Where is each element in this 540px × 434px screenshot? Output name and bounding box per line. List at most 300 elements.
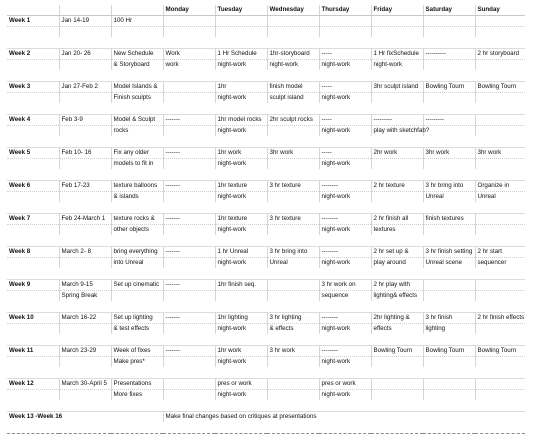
day-cell: -----	[319, 148, 371, 159]
week-separator	[7, 334, 525, 346]
day-cell	[423, 390, 475, 401]
table-row	[7, 225, 525, 236]
day-cell	[163, 357, 215, 368]
day-cell	[267, 27, 319, 38]
day-cell: pres or work	[215, 379, 267, 390]
week-task: models to fit in	[111, 159, 163, 170]
day-cell: 2 hr storyboard	[475, 49, 525, 60]
week-label-blank	[7, 159, 59, 170]
day-cell	[475, 126, 525, 137]
day-cell: night-work	[267, 60, 319, 71]
day-cell: -------	[163, 346, 215, 357]
day-cell: --------	[319, 181, 371, 192]
day-cell	[371, 390, 423, 401]
separator-line	[7, 37, 525, 49]
day-cell	[475, 214, 525, 225]
day-header: Wednesday	[267, 5, 319, 16]
day-cell	[475, 324, 525, 335]
week-dates: March 2- 8	[59, 247, 111, 258]
day-cell: night-work	[215, 126, 267, 137]
day-cell: 2 hr play with	[371, 280, 423, 291]
day-cell	[423, 60, 475, 71]
day-cell: finish model	[267, 82, 319, 93]
day-cell	[371, 93, 423, 104]
week-task: Set up cinematic	[111, 280, 163, 291]
separator-line	[7, 103, 525, 115]
table-row	[7, 16, 525, 27]
day-cell: night-work	[371, 60, 423, 71]
day-cell: --------	[319, 247, 371, 258]
day-cell: 1hr model rocks	[215, 115, 267, 126]
day-cell	[475, 390, 525, 401]
day-cell: sculpt island	[267, 93, 319, 104]
table-row	[7, 291, 525, 302]
week-task: More fixes	[111, 390, 163, 401]
week-task	[111, 291, 163, 302]
day-cell: 1hr finish seq.	[215, 280, 267, 291]
day-cell: 3hr work	[423, 148, 475, 159]
day-cell: ---------	[371, 115, 423, 126]
day-cell	[371, 159, 423, 170]
day-cell: 1hr lighting	[215, 313, 267, 324]
week-label-blank	[7, 258, 59, 269]
week-task: Make pres*	[111, 357, 163, 368]
week-dates: Feb 3-9	[59, 115, 111, 126]
day-cell: sequencer	[475, 258, 525, 269]
day-header: Saturday	[423, 5, 475, 16]
table-row	[7, 258, 525, 269]
day-cell: night-work	[215, 60, 267, 71]
day-cell: 3 hr lighting	[267, 313, 319, 324]
week-dates: March 9-15	[59, 280, 111, 291]
day-cell	[423, 379, 475, 390]
day-cell: -------	[163, 181, 215, 192]
day-cell: --------	[319, 313, 371, 324]
week-label-blank	[7, 192, 59, 203]
table-row	[7, 247, 525, 258]
week-label-blank	[7, 60, 59, 71]
day-cell: 2hr sculpt rocks	[267, 115, 319, 126]
week-task: Model Islands &	[111, 82, 163, 93]
week-dates: Jan 14-19	[59, 16, 111, 27]
week-separator	[7, 103, 525, 115]
week-dates: Feb 17-23	[59, 181, 111, 192]
day-cell	[163, 379, 215, 390]
week-separator	[7, 202, 525, 214]
header-week	[7, 5, 59, 16]
week-separator	[7, 367, 525, 379]
table-row	[7, 313, 525, 324]
header-task	[111, 5, 163, 16]
day-cell	[475, 291, 525, 302]
week-task: Model & Sculpt	[111, 115, 163, 126]
week-separator	[7, 400, 525, 412]
day-cell: play with sketchfab?	[371, 126, 423, 137]
week-dates	[59, 159, 111, 170]
day-cell	[267, 379, 319, 390]
day-cell: 1hr-storyboard	[267, 49, 319, 60]
day-cell: play around	[371, 258, 423, 269]
day-cell: 2hr work	[371, 148, 423, 159]
separator-line	[7, 202, 525, 214]
day-cell: 3hr work	[475, 148, 525, 159]
final-note: Make final changes based on critiques at presentations	[163, 412, 525, 423]
table-row	[7, 280, 525, 291]
day-cell: night-work	[215, 324, 267, 335]
day-cell	[163, 225, 215, 236]
week-label: Week 4	[7, 115, 59, 126]
week-dates	[59, 192, 111, 203]
day-cell	[163, 27, 215, 38]
day-cell	[215, 291, 267, 302]
table-row	[7, 115, 525, 126]
day-header: Tuesday	[215, 5, 267, 16]
week-label: Week 12	[7, 379, 59, 390]
day-cell: & effects	[267, 324, 319, 335]
day-cell: 3 hr texture	[267, 181, 319, 192]
day-cell: -----	[319, 115, 371, 126]
day-cell	[267, 291, 319, 302]
table-row	[7, 49, 525, 60]
week-dates: Jan 27-Feb 2	[59, 82, 111, 93]
week-dates	[59, 324, 111, 335]
week-task: Week of fixes	[111, 346, 163, 357]
separator-line	[7, 70, 525, 82]
header-row	[7, 5, 525, 16]
day-cell: -------	[163, 115, 215, 126]
week-label-blank	[7, 357, 59, 368]
day-cell: 1hr work	[215, 346, 267, 357]
day-cell	[267, 159, 319, 170]
day-cell: Organize in	[475, 181, 525, 192]
week-label: Week 7	[7, 214, 59, 225]
week-label-blank	[7, 126, 59, 137]
week-task: & Storyboard	[111, 60, 163, 71]
table-row	[7, 324, 525, 335]
day-cell: night-work	[319, 93, 371, 104]
day-cell: sequence	[319, 291, 371, 302]
day-cell: 2hr lighting &	[371, 313, 423, 324]
schedule-body	[7, 16, 525, 434]
week-task: Set up lighting	[111, 313, 163, 324]
day-cell: lighting& effects	[371, 291, 423, 302]
table-row	[7, 126, 525, 137]
day-cell: night-work	[215, 258, 267, 269]
week-task: 100 Hr	[111, 16, 163, 27]
week-dates	[59, 225, 111, 236]
day-cell: -------	[163, 280, 215, 291]
day-cell: Bowling Tourn	[423, 346, 475, 357]
day-cell: work	[163, 60, 215, 71]
table-row	[7, 148, 525, 159]
final-row	[7, 412, 525, 423]
day-cell	[423, 16, 475, 27]
day-cell	[475, 60, 525, 71]
day-cell: --------	[319, 346, 371, 357]
week-label-blank	[7, 291, 59, 302]
table-row	[7, 379, 525, 390]
day-cell	[423, 225, 475, 236]
week-task: bring everything	[111, 247, 163, 258]
day-cell: 2 hr set up &	[371, 247, 423, 258]
week-label: Week 8	[7, 247, 59, 258]
day-cell: Bowling Tourn	[475, 346, 525, 357]
week-dates: Feb 10- 16	[59, 148, 111, 159]
day-cell	[475, 357, 525, 368]
separator-line	[7, 301, 525, 313]
day-cell: -------	[163, 148, 215, 159]
day-cell	[423, 159, 475, 170]
week-label: Week 11	[7, 346, 59, 357]
day-cell	[267, 280, 319, 291]
day-cell	[475, 16, 525, 27]
day-cell: 1hr texture	[215, 181, 267, 192]
week-separator	[7, 136, 525, 148]
week-task: & islands	[111, 192, 163, 203]
day-cell	[267, 192, 319, 203]
day-cell: -------	[163, 214, 215, 225]
day-cell	[475, 159, 525, 170]
day-cell: 1hr	[215, 82, 267, 93]
separator-line	[7, 422, 525, 434]
week-dates: Spring Break	[59, 291, 111, 302]
day-header: Monday	[163, 5, 215, 16]
week-dates: March 16-22	[59, 313, 111, 324]
day-cell	[163, 390, 215, 401]
week-dates	[59, 93, 111, 104]
separator-line	[7, 268, 525, 280]
day-cell	[475, 379, 525, 390]
week-task: into Unreal	[111, 258, 163, 269]
day-cell: 3hr sculpt island	[371, 82, 423, 93]
week-separator	[7, 235, 525, 247]
week-separator	[7, 169, 525, 181]
day-cell: --------	[319, 214, 371, 225]
table-row	[7, 181, 525, 192]
day-cell	[475, 115, 525, 126]
day-cell	[319, 27, 371, 38]
day-cell: ---------	[423, 115, 475, 126]
week-dates: Feb 24-March 1	[59, 214, 111, 225]
week-task	[111, 27, 163, 38]
day-cell: night-work	[319, 60, 371, 71]
day-cell: 1 Hr Schedule	[215, 49, 267, 60]
day-cell: -----	[319, 82, 371, 93]
week-label: Week 10	[7, 313, 59, 324]
week-label-blank	[7, 324, 59, 335]
day-cell: Bowling Tourn	[475, 82, 525, 93]
day-cell: 2 hr texture	[371, 181, 423, 192]
day-cell: 3 hr bring into	[423, 181, 475, 192]
day-cell	[215, 16, 267, 27]
day-cell: night-work	[319, 159, 371, 170]
day-cell: Unreal	[423, 192, 475, 203]
final-separator	[7, 422, 525, 434]
day-cell: 2 hr finish all	[371, 214, 423, 225]
day-cell: night-work	[215, 390, 267, 401]
week-task: texture rocks &	[111, 214, 163, 225]
day-cell: night-work	[215, 225, 267, 236]
day-cell: 1hr texture	[215, 214, 267, 225]
day-cell: night-work	[215, 93, 267, 104]
week-dates	[59, 357, 111, 368]
separator-line	[7, 169, 525, 181]
separator-line	[7, 400, 525, 412]
week-task: other objects	[111, 225, 163, 236]
day-cell: -----	[319, 49, 371, 60]
week-separator	[7, 37, 525, 49]
day-cell: 2 hr start	[475, 247, 525, 258]
day-cell	[423, 126, 475, 137]
day-cell: 3 hr finish setting	[423, 247, 475, 258]
day-cell: -------	[163, 313, 215, 324]
day-cell	[371, 27, 423, 38]
day-cell	[163, 258, 215, 269]
day-cell	[423, 291, 475, 302]
week-task: Finish sculpts	[111, 93, 163, 104]
day-cell: 3 hr bring into	[267, 247, 319, 258]
day-cell	[423, 27, 475, 38]
day-cell: 2 hr finish effects	[475, 313, 525, 324]
day-cell	[423, 357, 475, 368]
day-cell	[371, 192, 423, 203]
week-dates: March 23-29	[59, 346, 111, 357]
week-label: Week 5	[7, 148, 59, 159]
week-label: Week 1	[7, 16, 59, 27]
day-cell: 3 hr work	[267, 346, 319, 357]
day-cell: 3 hr finish	[423, 313, 475, 324]
table-row	[7, 93, 525, 104]
day-cell	[163, 291, 215, 302]
separator-line	[7, 136, 525, 148]
day-cell	[475, 280, 525, 291]
day-cell	[163, 16, 215, 27]
day-cell: Unreal scene	[423, 258, 475, 269]
day-cell	[371, 16, 423, 27]
day-cell: 1 Hr fixSchedule	[371, 49, 423, 60]
day-header: Friday	[371, 5, 423, 16]
day-cell	[163, 126, 215, 137]
day-header: Thursday	[319, 5, 371, 16]
day-cell: night-work	[319, 324, 371, 335]
day-cell	[163, 324, 215, 335]
day-cell: night-work	[319, 192, 371, 203]
week-label-blank	[7, 27, 59, 38]
day-cell: night-work	[215, 357, 267, 368]
table-row	[7, 346, 525, 357]
day-cell	[163, 159, 215, 170]
final-week-label: Week 13 -Week 16	[7, 412, 163, 423]
day-cell: 3 hr texture	[267, 214, 319, 225]
day-cell: textures	[371, 225, 423, 236]
separator-line	[7, 334, 525, 346]
week-dates	[59, 126, 111, 137]
week-separator	[7, 70, 525, 82]
day-cell: night-work	[319, 357, 371, 368]
day-cell: effects	[371, 324, 423, 335]
day-header: Sunday	[475, 5, 525, 16]
day-cell: 3hr work	[267, 148, 319, 159]
day-cell	[267, 16, 319, 27]
week-task: texture balloons	[111, 181, 163, 192]
day-cell	[267, 126, 319, 137]
week-task: rocks	[111, 126, 163, 137]
table-row	[7, 27, 525, 38]
day-cell: night-work	[319, 225, 371, 236]
week-task: & test effects	[111, 324, 163, 335]
day-cell: Bowling Tourn	[423, 82, 475, 93]
day-cell	[475, 225, 525, 236]
day-cell	[423, 93, 475, 104]
table-row	[7, 214, 525, 225]
day-cell	[163, 82, 215, 93]
header-dates	[59, 5, 111, 16]
separator-line	[7, 235, 525, 247]
day-cell: finish textures	[423, 214, 475, 225]
day-cell: night-work	[215, 192, 267, 203]
day-cell: night-work	[319, 258, 371, 269]
week-label-blank	[7, 390, 59, 401]
week-dates: March 30-April 5	[59, 379, 111, 390]
table-row	[7, 357, 525, 368]
week-separator	[7, 268, 525, 280]
separator-line	[7, 367, 525, 379]
day-cell	[475, 27, 525, 38]
table-row	[7, 159, 525, 170]
day-cell	[371, 379, 423, 390]
day-cell: 1 hr Unreal	[215, 247, 267, 258]
week-label: Week 9	[7, 280, 59, 291]
week-separator	[7, 301, 525, 313]
week-dates	[59, 258, 111, 269]
day-cell: night-work	[319, 126, 371, 137]
table-row	[7, 60, 525, 71]
schedule-table	[7, 5, 525, 434]
week-task: Presentations	[111, 379, 163, 390]
day-cell	[423, 280, 475, 291]
day-cell: night-work	[215, 159, 267, 170]
day-cell: -------	[163, 247, 215, 258]
day-cell: lighting	[423, 324, 475, 335]
table-row	[7, 192, 525, 203]
day-cell: Unreal	[475, 192, 525, 203]
day-cell	[371, 357, 423, 368]
day-cell: Bowling Tourn	[371, 346, 423, 357]
day-cell: Work	[163, 49, 215, 60]
day-cell	[163, 192, 215, 203]
week-task: New Schedule	[111, 49, 163, 60]
day-cell	[163, 93, 215, 104]
week-label: Week 2	[7, 49, 59, 60]
week-dates	[59, 390, 111, 401]
day-cell	[267, 390, 319, 401]
table-row	[7, 82, 525, 93]
day-cell	[319, 16, 371, 27]
table-row	[7, 390, 525, 401]
week-dates: Jan 20- 26	[59, 49, 111, 60]
week-dates	[59, 27, 111, 38]
day-cell: 1hr work	[215, 148, 267, 159]
week-label: Week 6	[7, 181, 59, 192]
week-task: Fix any older	[111, 148, 163, 159]
week-label-blank	[7, 93, 59, 104]
day-cell: pres or work	[319, 379, 371, 390]
day-cell: 3 hr work on	[319, 280, 371, 291]
day-cell: night-work	[319, 390, 371, 401]
day-cell	[267, 225, 319, 236]
week-dates	[59, 60, 111, 71]
day-cell	[267, 357, 319, 368]
